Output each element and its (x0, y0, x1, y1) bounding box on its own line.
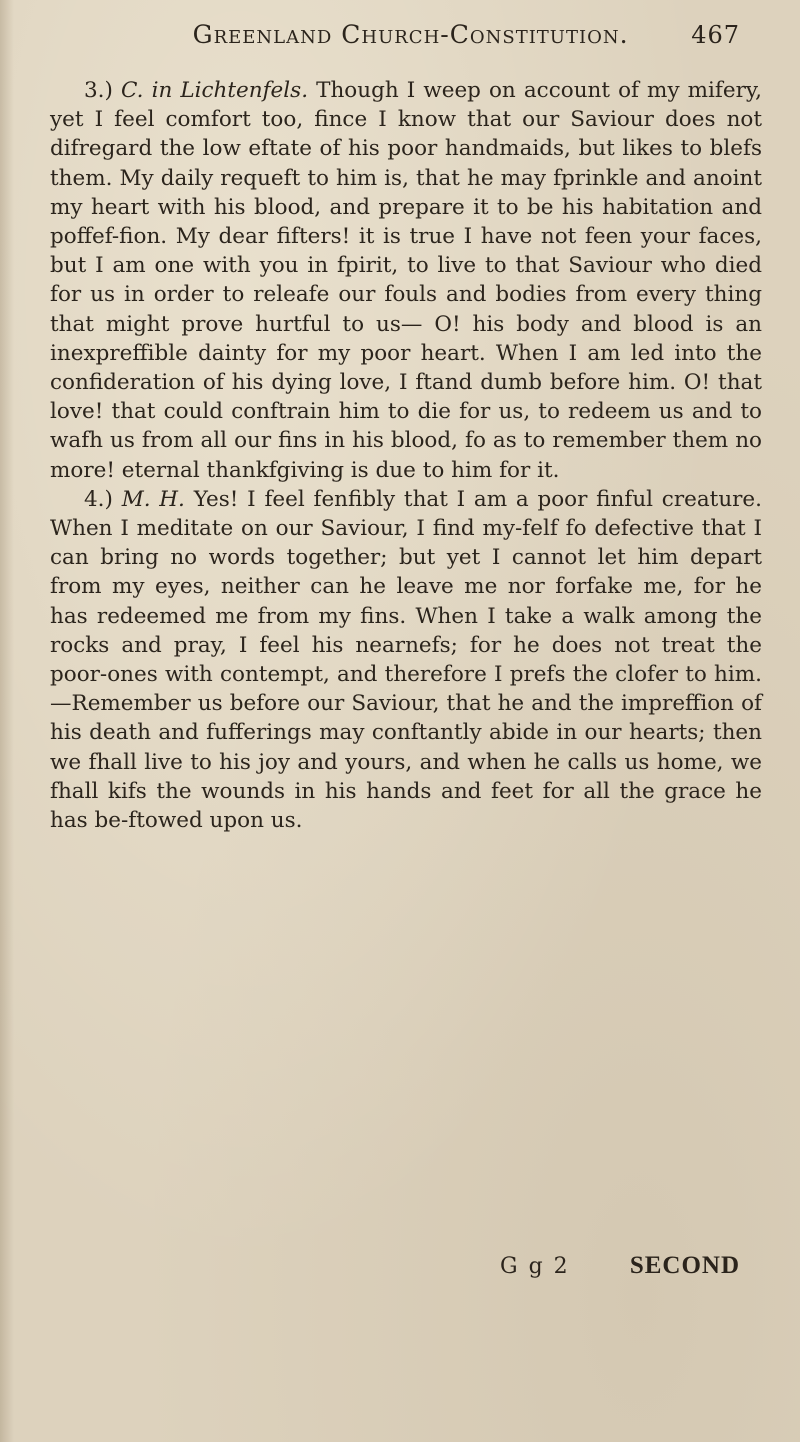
paragraph-text: Though I weep on account of my mifery, yet I feel comfort too, fince I know that our Saviour does not difregard the low eftate of his poor handmaids, but likes to blefs them. My daily requeft to him is, that he may fprinkle and anoint my heart with his blood, and prepare it to be his habitation and poffef-fion. My dear fifters! it is true I have not feen your faces, but I am one with you in fpirit, to live to that Saviour who died for us in order to releafe our fouls and bodies from every thing that might prove hurtful to us— O! his body and blood is an inexpreffible dainty for my poor heart. When I am led into the confideration of his dying love, I ftand dumb before him. O! that love! that could conftrain him to die for us, to redeem us and to wafh us from all our fins in his blood, fo as to remember them no more! eternal thankfgiving is due to him for it. (50, 78, 762, 483)
paragraph-3 (50, 76, 762, 485)
signature-mark: G g 2 (500, 1254, 570, 1279)
catchword: SECOND (629, 1252, 740, 1279)
body-text (50, 76, 762, 835)
paragraph-number: 4.) (84, 486, 113, 512)
page-footer (500, 1252, 740, 1280)
paragraph-text: Yes! I feel fenfibly that I am a poor finful creature. When I meditate on our Saviour, I find my-felf fo defective that I can bring no words together; but yet I cannot let him depart from my eyes, neither can he leave me nor forfake me, for he has redeemed me from my fins. When I take a walk among the rocks and pray, I feel his nearnefs; for he does not treat the poor-ones with contempt, and therefore I prefs the clofer to him.—Remember us before our Saviour, that he and the impreffion of his death and fufferings may conftantly abide in our hearts; then we fhall live to his joy and yours, and when he calls us home, we fhall kifs the wounds in his hands and feet for all the grace he has be-ftowed upon us. (50, 486, 762, 834)
running-head (100, 20, 740, 60)
speaker-name: M. H. (121, 486, 185, 512)
paragraph-4 (50, 485, 762, 835)
speaker-name: C. in Lichtenfels. (120, 78, 309, 103)
page-number: 467 (691, 21, 740, 49)
running-title: Greenland Church-Constitution. (192, 20, 629, 49)
paragraph-number: 3.) (84, 78, 113, 103)
page-gutter-shadow (0, 0, 14, 1442)
